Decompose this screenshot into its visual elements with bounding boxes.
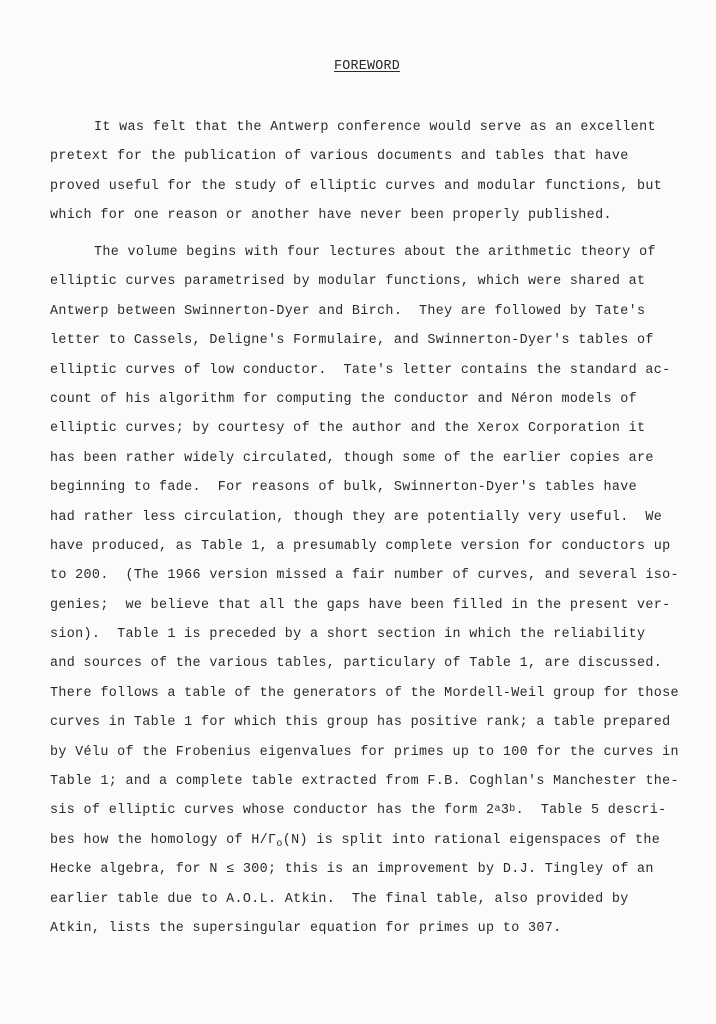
- paragraph-2: [50, 238, 710, 943]
- paragraph-2-line: The volume begins with four lectures about the arithmetic theory of: [94, 245, 656, 260]
- paragraph-2-line: count of his algorithm for computing the conductor and Néron models of: [50, 391, 637, 407]
- paragraph-2-line: Antwerp between Swinnerton-Dyer and Birch. They are followed by Tate's: [50, 303, 646, 319]
- formula-text-after: . Table 5 descri-: [515, 803, 667, 819]
- superscript-b: b: [509, 804, 516, 816]
- paragraph-2-line: Hecke algebra, for N ≤ 300; this is an improvement by D.J. Tingley of an: [50, 862, 654, 878]
- homology-text-after: (N) is split into rational eigenspaces of the: [282, 832, 661, 848]
- paragraph-2-line: elliptic curves parametrised by modular functions, which were shared at: [50, 274, 646, 290]
- paragraph-2-line: and sources of the various tables, particulary of Table 1, are discussed.: [50, 656, 663, 672]
- paragraph-2-line: elliptic curves; by courtesy of the author and the Xerox Corporation it: [50, 421, 646, 437]
- paragraph-2-line: beginning to fade. For reasons of bulk, Swinnerton-Dyer's tables have: [50, 480, 637, 496]
- paragraph-2-line: to 200. (The 1966 version missed a fair number of curves, and several iso-: [50, 568, 679, 584]
- paragraph-2-line-formula: [50, 796, 710, 825]
- paragraph-2-line: sion). Table 1 is preceded by a short section in which the reliability: [50, 627, 646, 643]
- paragraph-2-line: elliptic curves of low conductor. Tate's letter contains the standard ac-: [50, 362, 671, 378]
- paragraph-2-line-homology: [50, 826, 710, 855]
- subscript-o: o: [276, 838, 283, 850]
- paragraph-2-line: by Vélu of the Frobenius eigenvalues for primes up to 100 for the curves in: [50, 744, 679, 760]
- paragraph-1-line: which for one reason or another have never been properly published.: [50, 208, 612, 224]
- paragraph-2-line: letter to Cassels, Deligne's Formulaire, and Swinnerton-Dyer's tables of: [50, 333, 654, 349]
- homology-text-before: bes how the homology of H/Γ: [50, 832, 277, 848]
- paragraph-1: [50, 113, 710, 231]
- superscript-a: a: [494, 804, 501, 816]
- page-title: [0, 59, 716, 74]
- paragraph-2-line: had rather less circulation, though they are potentially very useful. We: [50, 509, 663, 525]
- paragraph-1-line: proved useful for the study of elliptic curves and modular functions, but: [50, 178, 663, 194]
- paragraph-2-line: There follows a table of the generators of the Mordell-Weil group for those: [50, 685, 679, 701]
- paragraph-1-line: It was felt that the Antwerp conference would serve as an excellent: [94, 120, 656, 135]
- formula-base-3: 3: [500, 803, 510, 819]
- paragraph-2-line: earlier table due to A.O.L. Atkin. The final table, also provided by: [50, 891, 629, 907]
- paragraph-1-line: pretext for the publication of various documents and tables that have: [50, 149, 629, 165]
- paragraph-2-line: Atkin, lists the supersingular equation for primes up to 307.: [50, 920, 562, 936]
- paragraph-2-line: curves in Table 1 for which this group has positive rank; a table prepared: [50, 715, 671, 731]
- paragraph-2-line: have produced, as Table 1, a presumably complete version for conductors up: [50, 538, 671, 554]
- paragraph-2-line: Table 1; and a complete table extracted from F.B. Coghlan's Manchester the-: [50, 774, 679, 790]
- title-text: FOREWORD: [334, 59, 400, 74]
- formula-text-before: sis of elliptic curves whose conductor has the form 2: [50, 803, 495, 819]
- paragraph-2-line: genies; we believe that all the gaps have been filled in the present ver-: [50, 597, 671, 613]
- paragraph-2-line: has been rather widely circulated, though some of the earlier copies are: [50, 450, 654, 466]
